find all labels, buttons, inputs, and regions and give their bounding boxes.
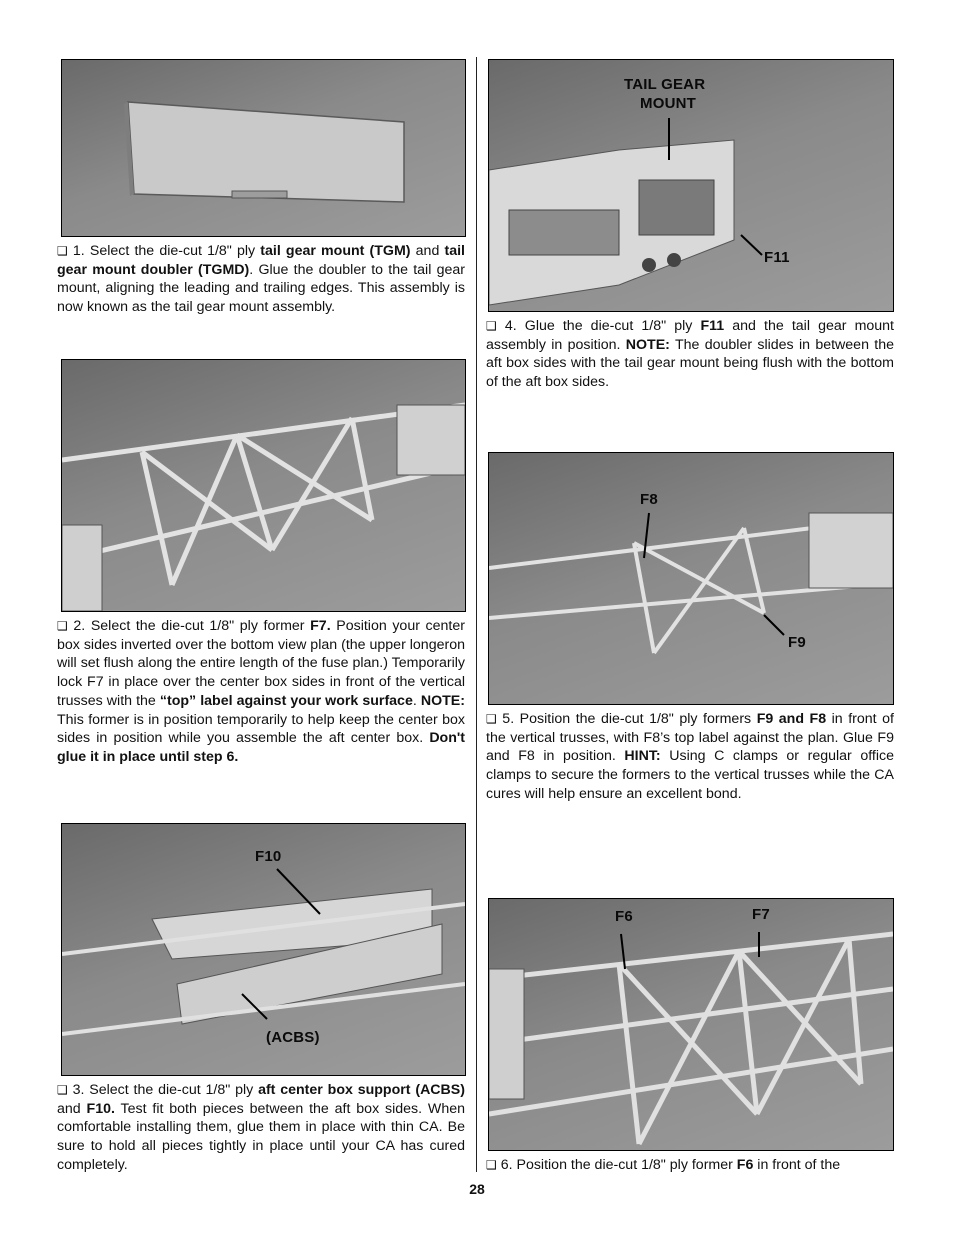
photo-fuselage-truss-f7 xyxy=(61,359,466,612)
label-f11: F11 xyxy=(764,249,790,266)
checkbox-icon: ❑ xyxy=(486,712,497,726)
step-1-text xyxy=(57,242,465,317)
text-run: Position your center box sides inverted over the bottom view plan (the upper longeron will set flush along the entire length of the fuse plan.) Temporarily lock F7 in place over the center box sides in front of the vertical trusses with the xyxy=(57,618,465,709)
bold-text: F11 xyxy=(700,318,725,334)
label-f8: F8 xyxy=(640,491,658,508)
bold-text: Don't glue it in place until step 6. xyxy=(57,730,465,765)
checkbox-icon: ❑ xyxy=(57,1083,68,1097)
label-acbs: (ACBS) xyxy=(266,1029,320,1046)
text-run: Using C clamps or regular office clamps to secure the formers to the vertical trusses while the CA cures will help ensure an excellent bond. xyxy=(486,748,894,802)
text-run: and xyxy=(410,243,445,259)
bold-text: F6 xyxy=(736,1157,754,1173)
label-f10: F10 xyxy=(255,848,282,865)
column-divider xyxy=(476,57,477,1172)
bold-text: F10. xyxy=(86,1100,115,1117)
photo-formers-f6-f7 xyxy=(488,898,894,1151)
text-run: 3. Select the die-cut 1/8" ply xyxy=(67,1082,259,1098)
bold-text: tail gear mount doubler (TGMD) xyxy=(57,243,465,278)
text-run: and xyxy=(57,1100,87,1117)
bold-text: “top” label against your work surface xyxy=(159,692,413,709)
step-3-text xyxy=(57,1081,465,1175)
step-6-text xyxy=(486,1156,894,1175)
text-run: 5. Position the die-cut 1/8" ply formers xyxy=(496,711,757,727)
text-run: 4. Glue the die-cut 1/8" ply xyxy=(496,318,701,334)
text-run: in front of the xyxy=(753,1157,841,1173)
text-run: and the tail gear mount assembly in position. xyxy=(486,318,894,353)
checkbox-icon: ❑ xyxy=(57,244,68,258)
text-run: 2. Select the die-cut 1/8" ply former xyxy=(67,618,311,634)
checkbox-icon: ❑ xyxy=(486,1158,497,1172)
photo-formers-f8-f9 xyxy=(488,452,894,705)
step-5-text xyxy=(486,710,894,804)
label-f6: F6 xyxy=(615,908,633,925)
bold-text: NOTE: xyxy=(420,692,465,709)
bold-text: tail gear mount (TGM) xyxy=(260,243,411,259)
text-run: . Glue the doubler to the tail gear mount, aligning the leading and trailing edges. This assembly is now known as the tail gear mount assembly. xyxy=(57,261,465,316)
label-f7: F7 xyxy=(752,906,770,923)
label-tail-gear-mount-2: MOUNT xyxy=(640,95,696,112)
text-run: . xyxy=(412,692,421,709)
photo-tail-gear-mount-piece xyxy=(61,59,466,237)
photo-tail-gear-mount-assembly xyxy=(488,59,894,312)
step-4-text xyxy=(486,317,894,392)
photo-aft-center-box xyxy=(61,823,466,1076)
text-run: 1. Select the die-cut 1/8" ply xyxy=(67,243,261,259)
checkbox-icon: ❑ xyxy=(57,619,68,633)
text-run: Test fit both pieces between the aft box sides. When comfortable installing them, glue them in place with thin CA. Be sure to hold all pieces tightly in place until your CA has cured completely. xyxy=(57,1100,465,1173)
bold-text: F7. xyxy=(310,618,331,634)
text-run: This former is in position temporarily to help keep the center box sides in position while you assemble the aft center box. xyxy=(57,711,465,747)
checkbox-icon: ❑ xyxy=(486,319,497,333)
label-tail-gear-mount-1: TAIL GEAR xyxy=(624,76,706,93)
page-number: 28 xyxy=(469,1181,485,1197)
text-run: in front of the vertical trusses, with F8’s top label against the plan. Glue F9 and F8 in position. xyxy=(486,711,894,765)
text-run: The doubler slides in between the aft box sides with the tail gear mount being flush with the bottom of the aft box sides. xyxy=(486,336,894,391)
bold-text: F9 and F8 xyxy=(756,711,827,727)
bold-text: HINT: xyxy=(624,748,661,765)
label-f9: F9 xyxy=(788,634,806,651)
text-run: 6. Position the die-cut 1/8" ply former xyxy=(496,1157,737,1173)
bold-text: NOTE: xyxy=(625,336,670,353)
step-2-text xyxy=(57,617,465,767)
bold-text: aft center box support (ACBS) xyxy=(258,1082,465,1098)
